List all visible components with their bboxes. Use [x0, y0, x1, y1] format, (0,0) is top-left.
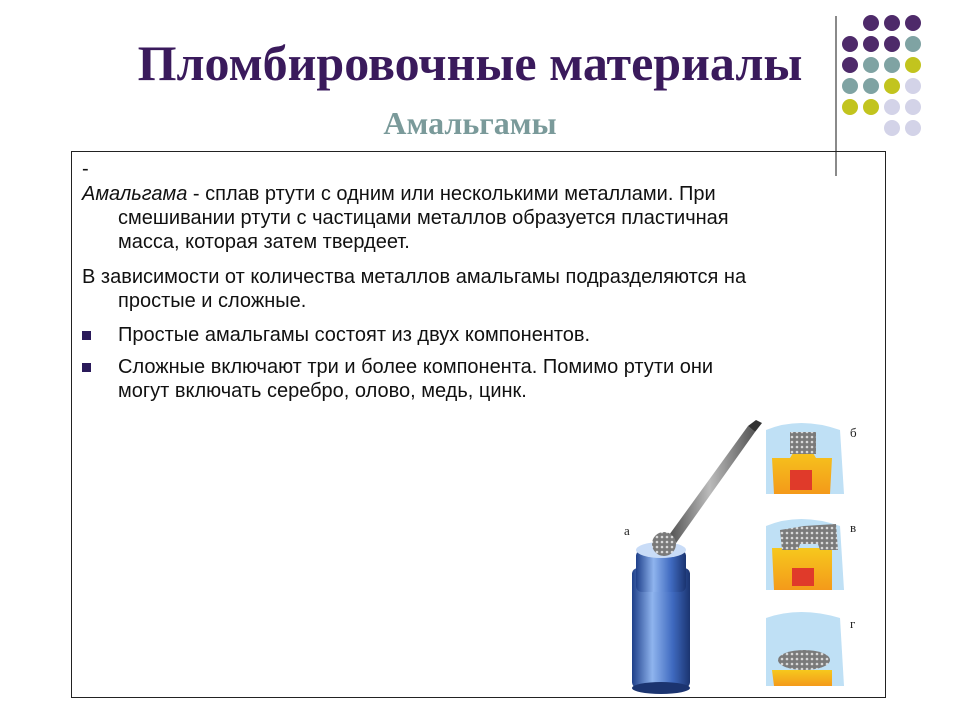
- decor-dot: [884, 120, 900, 136]
- figure-label-g: г: [850, 616, 856, 631]
- slide-title: Пломбировочные материалы: [137, 35, 803, 91]
- figure-label-a: а: [624, 523, 630, 538]
- definition-line-2: смешивании ртути с частицами металлов образуется пластичная: [118, 207, 729, 229]
- tooth-g-graphic: [766, 612, 844, 686]
- square-bullet-icon: [82, 363, 91, 372]
- classification-line-2: простые и сложные.: [118, 290, 307, 312]
- tooth-b-graphic: [766, 423, 844, 494]
- bullet-text: могут включать серебро, олово, медь, цинк.: [118, 380, 527, 402]
- dash-marker: -: [82, 158, 89, 180]
- slide-subtitle: Амальгамы: [383, 105, 557, 141]
- decor-dot: [842, 57, 858, 73]
- bullet-item-simple: [82, 323, 872, 347]
- decor-dot: [863, 36, 879, 52]
- decor-dot: [863, 78, 879, 94]
- definition-line-1: - сплав ртути с одним или несколькими металлами. При: [187, 183, 716, 205]
- decor-dot: [905, 15, 921, 31]
- decor-dot: [905, 78, 921, 94]
- term-amalgam: Амальгама: [82, 183, 188, 205]
- decor-dot: [842, 78, 858, 94]
- decor-dot: [884, 78, 900, 94]
- decor-dot: [863, 99, 879, 115]
- decor-dot: [905, 99, 921, 115]
- decor-dot: [863, 57, 879, 73]
- decor-dot: [842, 36, 858, 52]
- tooth-v-graphic: [766, 519, 844, 590]
- figure-label-b: б: [850, 425, 857, 440]
- decor-dot: [842, 99, 858, 115]
- spatula-graphic: [652, 420, 762, 556]
- decor-dot: [905, 57, 921, 73]
- decor-dot: [884, 36, 900, 52]
- classification-line-1: В зависимости от количества металлов амальгамы подразделяются на: [82, 266, 747, 288]
- decor-dot: [905, 120, 921, 136]
- figure-label-v: в: [850, 520, 857, 535]
- decor-dot: [863, 15, 879, 31]
- decor-dot: [884, 15, 900, 31]
- definition-line-3: масса, которая затем твердеет.: [118, 231, 410, 253]
- capsule-graphic: [632, 542, 690, 694]
- square-bullet-icon: [82, 331, 91, 340]
- bullet-text: Простые амальгамы состоят из двух компонентов.: [118, 324, 591, 346]
- definition-paragraph: [82, 182, 872, 254]
- decor-dot: [905, 36, 921, 52]
- bullet-text: Сложные включают три и более компонента. Помимо ртути они: [118, 356, 714, 378]
- decor-dot: [884, 57, 900, 73]
- classification-paragraph: [82, 265, 872, 313]
- bullet-item-complex: [82, 355, 872, 403]
- amalgam-illustration: [620, 420, 865, 695]
- decor-dot: [884, 99, 900, 115]
